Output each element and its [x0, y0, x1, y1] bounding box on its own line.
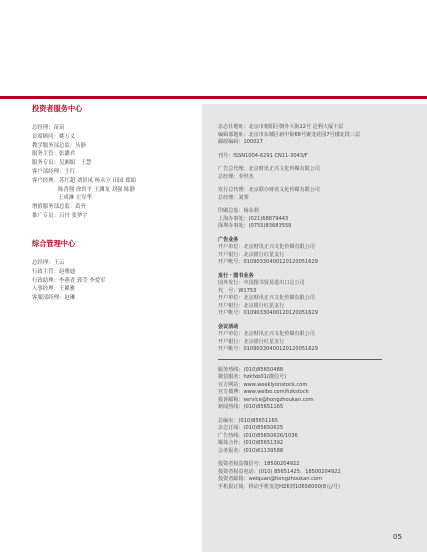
info-row: 手机报订阅：移动手机发送HZK到10658000(8元/月) — [218, 483, 340, 490]
info-row: 媒体合作：(010)85651392 — [218, 440, 284, 446]
investor-center-title: 投资者服务中心 — [32, 104, 83, 113]
ad-agent-block — [218, 166, 418, 181]
info-row: 投诉邮箱：service@hongzhoukan.com — [218, 396, 314, 403]
info-row: 开户帐号：01090330400120120051629 — [218, 310, 319, 316]
info-row: 开户单位：北京财讯正兴文化传媒有限公司 — [218, 295, 315, 301]
info-row: 开户单位：北京财讯正兴文化传媒有限公司 — [218, 331, 315, 337]
staff-row: 客服部经理：赵琳 — [32, 295, 76, 302]
publication-info — [218, 124, 418, 497]
info-row: 总编室：(010)85651165 — [218, 417, 278, 424]
staff-row: 陈香翔 徐贵平 王渊龙 刘强 陈静 — [58, 186, 135, 193]
management-center-list — [32, 259, 106, 303]
info-row: 广告热线：(010)85650626/1036 — [218, 432, 298, 439]
ad-business-block — [218, 237, 418, 267]
info-row: 开户银行：北京银行红星支行 — [218, 338, 285, 345]
info-row: 官方网站：www.weeklyonstock.com — [218, 381, 308, 388]
issn-row: 刊号：ISSN1004-6291 CN11-3043/F — [218, 152, 308, 159]
management-center-title: 综合管理中心 — [32, 239, 76, 248]
staff-row: 总经理：王云 — [32, 260, 65, 266]
info-row: 杂志订阅：(010)85650625 — [218, 425, 284, 431]
ad-business-title: 广告业务 — [218, 236, 239, 243]
address-block — [218, 124, 418, 147]
distributor-block — [218, 187, 418, 202]
events-block — [218, 324, 418, 354]
info-row: 会务报名：(010)61139588 — [218, 447, 284, 454]
staff-row: 客户部经理：王红 — [32, 168, 76, 175]
contact-block — [218, 367, 418, 412]
info-row: 开户银行：北京银行红星支行 — [218, 302, 285, 309]
info-row: 投资者邮箱：weiquan@hongzhoukan.com — [218, 476, 322, 482]
info-row: 开户帐号：01090330400120120051629 — [218, 259, 319, 265]
staff-row: 服务主管：张潞君 — [32, 151, 76, 158]
staff-row: 行政助理：李燕青 郭莹 李爱军 — [32, 277, 106, 284]
info-row: 开户银行：北京银行红星支行 — [218, 251, 285, 258]
distribution-title: 发行・图书业务 — [218, 272, 254, 279]
staff-row: 服务专员：吴湘娟 王慧 — [32, 160, 92, 167]
info-row: 投资者权益微信号：18500204922 — [218, 461, 300, 467]
divider — [218, 359, 382, 360]
info-row: 代 号：W1753 — [218, 287, 257, 294]
staff-row: 增值服务部总监：葛齐 — [32, 204, 86, 211]
info-row: 总经理：李世杰 — [218, 173, 254, 180]
staff-row: 总经理：苗苗 — [32, 125, 65, 131]
staff-row: 人事经理：王累雅 — [32, 286, 76, 293]
print-block — [218, 208, 418, 231]
staff-row: 客户经理：苏红超 刘景凤 杨永立 田园 郑娟 — [32, 177, 136, 184]
info-row: 编辑部地址：北京市东城区新中街68号聚龙花园7号楼北段三层 — [218, 131, 361, 138]
events-title: 会议活动 — [218, 323, 239, 330]
info-row: 广告总代理：北京财讯正兴文化传媒有限公司 — [218, 166, 320, 172]
info-row: 微信服务：hzkfxb01(微信号) — [218, 374, 287, 380]
staff-row: 行政主管：赵雅迪 — [32, 268, 76, 275]
info-row: 服务热线：(010)85650488 — [218, 366, 284, 373]
page-number: 05 — [393, 533, 402, 541]
staff-row: 王成淋 左军华 — [58, 195, 93, 202]
info-row: 投资者权益电话：(010) 85651425、18500204922 — [218, 468, 341, 475]
investor-center-list — [32, 124, 136, 221]
info-row: 杂志社地址：北京市朝阳区朝外大街22号 泛利大厦十层 — [218, 124, 344, 130]
info-row: 新闻热线：(010)85651165 — [218, 404, 284, 410]
info-row: 深圳办事处：(0755)83683559 — [218, 223, 292, 229]
info-row: 发行总代理：北京联办财讯文化传媒有限公司 — [218, 187, 320, 193]
info-row: 国外发行：中国图书贸易进出口总公司 — [218, 280, 305, 286]
info-row: 开户帐号：01090330400120120051629 — [218, 346, 319, 352]
info-row: 印刷总监：杨东利 — [218, 208, 259, 214]
phone-block — [218, 418, 418, 456]
staff-row: 教学服务部总监：丛静 — [32, 142, 86, 149]
staff-row: 推广专员：吕丹 张华宇 — [32, 212, 88, 219]
staff-row: 首席顾问：姚万义 — [32, 133, 76, 140]
info-row: 开户单位：北京财讯正兴文化传媒有限公司 — [218, 244, 315, 250]
top-red-rule — [0, 96, 427, 99]
info-row: 上海办事处：(021)68879443 — [218, 215, 289, 222]
rights-block — [218, 461, 418, 491]
distribution-block — [218, 273, 418, 318]
info-row: 邮政编码：100027 — [218, 139, 263, 145]
info-row: 总经理：刘霁 — [218, 194, 249, 201]
issn-block — [218, 153, 418, 161]
info-row: 官方微博：www.weibo.com/hzkstock — [218, 389, 309, 395]
